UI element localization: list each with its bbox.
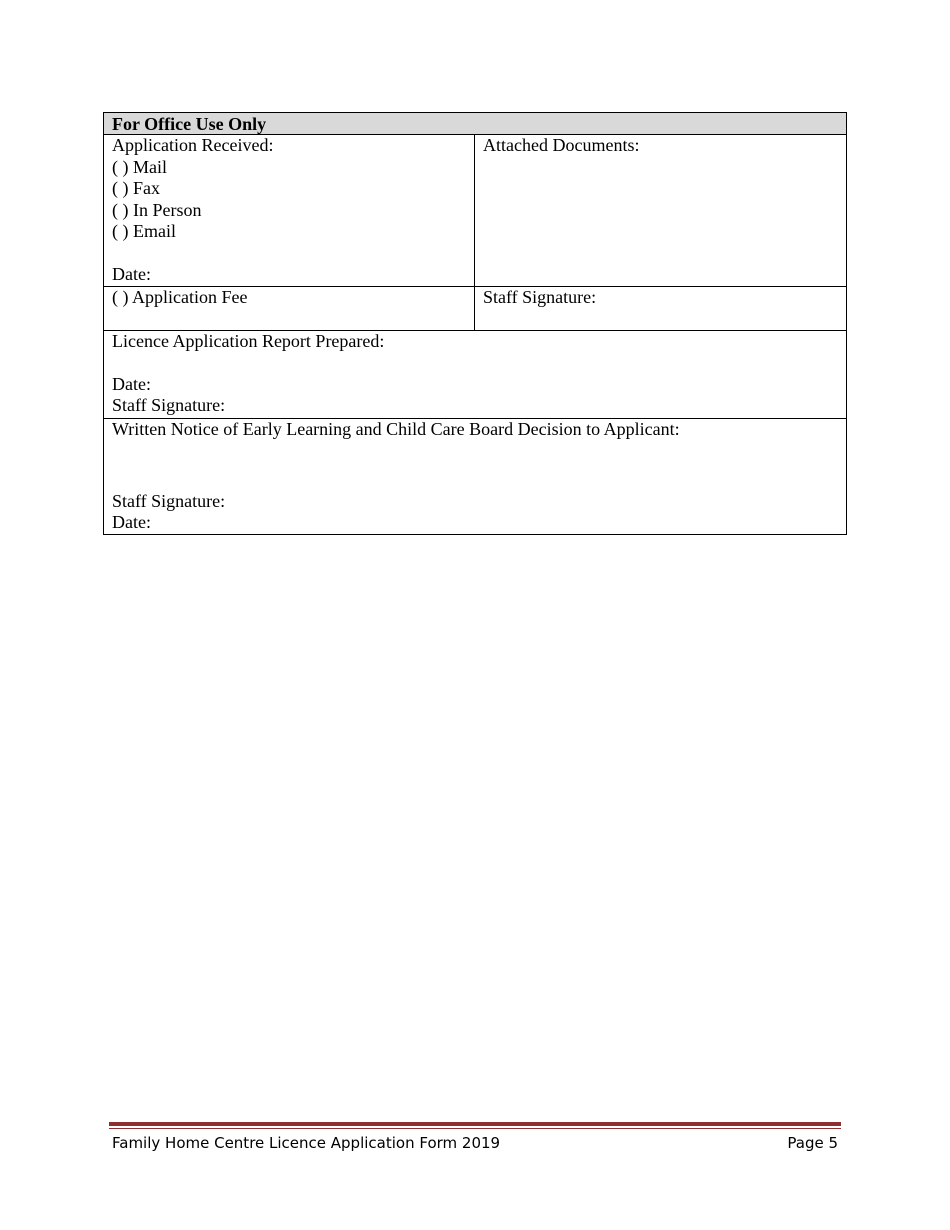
footer-rule-thick	[109, 1122, 841, 1126]
table-title: For Office Use Only	[104, 113, 846, 134]
received-date-label: Date:	[112, 263, 151, 284]
attached-documents-label: Attached Documents:	[483, 135, 640, 155]
fee-staff-signature-label: Staff Signature:	[483, 287, 597, 307]
report-date-label: Date:	[112, 373, 151, 394]
office-use-table	[103, 112, 847, 535]
notice-cell	[104, 419, 846, 534]
application-received-label: Application Received:	[112, 135, 274, 155]
footer-document-title: Family Home Centre Licence Application Form 2019	[112, 1134, 501, 1152]
received-row	[104, 134, 846, 286]
footer-rule-thin	[109, 1128, 841, 1129]
page-footer	[109, 1122, 841, 1152]
received-option-mail[interactable]: ( ) Mail	[112, 156, 167, 177]
table-header-row	[104, 113, 846, 134]
spacer	[112, 441, 838, 491]
application-fee-option[interactable]: ( ) Application Fee	[112, 287, 248, 307]
footer-page-number: Page 5	[787, 1134, 838, 1152]
report-staff-signature-label: Staff Signature:	[112, 395, 226, 415]
attached-documents-cell	[475, 135, 846, 286]
fee-row	[104, 286, 846, 330]
report-row	[104, 330, 846, 418]
notice-row	[104, 418, 846, 534]
received-option-email[interactable]: ( ) Email	[112, 221, 176, 241]
application-fee-cell	[104, 287, 475, 330]
received-option-fax[interactable]: ( ) Fax	[112, 178, 160, 198]
fee-staff-signature-cell	[475, 287, 846, 330]
footer-text-row	[109, 1134, 841, 1152]
report-cell	[104, 331, 846, 418]
notice-staff-signature-label: Staff Signature:	[112, 490, 226, 511]
notice-date-label: Date:	[112, 512, 151, 532]
received-option-in-person[interactable]: ( ) In Person	[112, 199, 202, 220]
written-notice-label: Written Notice of Early Learning and Child Care Board Decision to Applicant:	[112, 419, 680, 439]
spacer	[112, 243, 466, 264]
spacer	[112, 353, 838, 374]
application-received-cell	[104, 135, 475, 286]
report-prepared-label: Licence Application Report Prepared:	[112, 331, 385, 351]
